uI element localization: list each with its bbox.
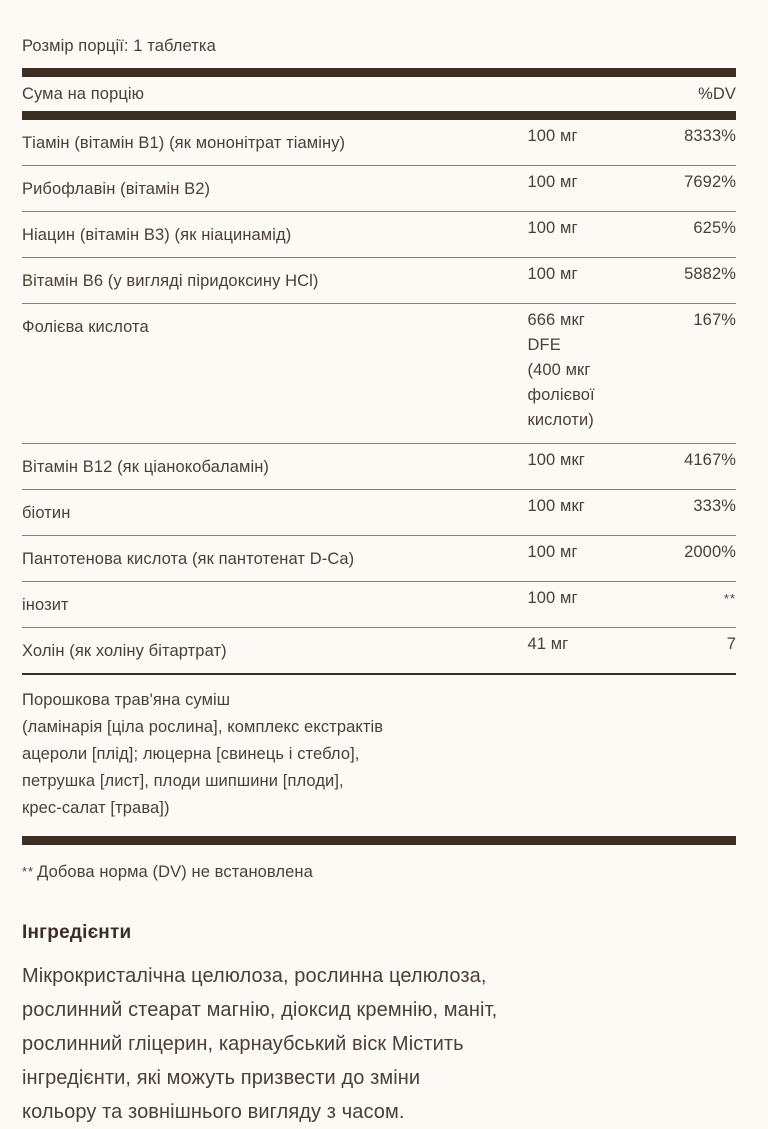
serving-size-label: Розмір порції: 1 таблетка — [22, 37, 216, 55]
dv-footnote — [22, 845, 746, 883]
nutrient-amount — [528, 536, 656, 575]
nutrient-dv: 4167% — [684, 451, 736, 469]
blend-line: крес-салат [трава]) — [22, 799, 170, 817]
nutrient-amount — [528, 444, 656, 483]
nutrient-name: Рибофлавін (вітамін B2) — [22, 180, 211, 198]
table-row — [22, 536, 736, 581]
nutrient-amount-line: кислоти) — [527, 411, 594, 429]
nutrient-amount — [528, 212, 656, 251]
nutrient-amount-line: фолієвої — [527, 386, 595, 404]
table-row — [22, 628, 736, 673]
nutrient-amount — [528, 120, 656, 159]
table-bottom-bar — [22, 836, 736, 845]
blend-line: Порошкова трав'яна суміш — [22, 691, 231, 709]
nutrient-name: Ніацин (вітамін B3) (як ніацинамід) — [22, 226, 292, 244]
nutrient-dv: 7692% — [684, 173, 736, 191]
column-header-amount-per-serving: Сума на порцію — [22, 85, 145, 103]
table-row — [22, 166, 736, 211]
nutrient-amount — [528, 166, 656, 205]
table-row — [22, 490, 736, 535]
table-row — [22, 582, 736, 627]
nutrient-name: біотин — [22, 504, 71, 522]
nutrient-amount-line: 41 мг — [527, 635, 569, 653]
herbal-blend-block — [22, 675, 736, 836]
ingredients-heading: Інгредієнти — [22, 922, 132, 943]
nutrient-name: Фолієва кислота — [22, 318, 149, 336]
nutrient-amount-line: 100 мг — [527, 589, 578, 607]
table-row — [22, 212, 736, 257]
nutrient-dv: 8333% — [684, 127, 736, 145]
ingredients-body — [22, 959, 722, 1129]
nutrient-dv: 625% — [693, 219, 736, 237]
nutrient-name: Вітамін B12 (як ціанокобаламін) — [22, 458, 270, 476]
nutrient-name: Вітамін B6 (у вигляді піридоксину HCl) — [22, 272, 319, 290]
nutrient-amount-line: 100 мг — [527, 127, 578, 145]
footnote-text: Добова норма (DV) не встановлена — [37, 863, 313, 881]
nutrient-name: Холін (як холіну бітартрат) — [22, 642, 227, 660]
blend-line: ацероли [плід]; люцерна [свинець і стебло], — [22, 745, 360, 763]
column-header-amount-spacer — [530, 77, 655, 90]
table-row — [22, 304, 736, 443]
nutrient-amount — [528, 628, 656, 667]
nutrient-dv: 2000% — [684, 543, 736, 561]
nutrient-rows — [22, 120, 746, 675]
ingredients-line: рослинний стеарат магнію, діоксид кремнію, маніт, — [22, 999, 498, 1021]
column-header-dv: %DV — [698, 85, 736, 103]
nutrient-name: Пантотенова кислота (як пантотенат D-Ca) — [22, 550, 355, 568]
nutrient-amount — [528, 582, 656, 621]
ingredients-line: рослинний гліцерин, карнаубський віск Містить — [22, 1033, 464, 1055]
nutrient-amount-line: 100 мг — [527, 265, 578, 283]
nutrient-amount-line: 100 мкг — [527, 497, 585, 515]
nutrient-dv: 5882% — [684, 265, 736, 283]
nutrient-name: Тіамін (вітамін B1) (як мононітрат тіаміну) — [22, 134, 346, 152]
table-header-row — [22, 77, 736, 111]
table-row — [22, 444, 736, 489]
nutrient-amount-line: 100 мг — [527, 543, 578, 561]
table-row — [22, 258, 736, 303]
nutrient-amount-line: 100 мг — [527, 219, 578, 237]
nutrient-amount — [528, 490, 656, 529]
nutrient-amount-line: 100 мг — [527, 173, 578, 191]
nutrient-dv: 167% — [693, 311, 736, 329]
nutrient-amount — [528, 304, 656, 443]
table-header-bottom-bar — [22, 111, 736, 120]
footnote-marker: ** — [22, 864, 35, 879]
nutrient-amount — [528, 258, 656, 297]
nutrient-dv: ** — [723, 591, 736, 606]
nutrient-amount-line: 100 мкг — [527, 451, 585, 469]
nutrient-name: інозит — [22, 596, 69, 614]
blend-line: (ламінарія [ціла рослина], комплекс екстрактів — [22, 718, 384, 736]
nutrient-amount-line: DFE — [527, 336, 561, 354]
ingredients-line: інгредієнти, які можуть призвести до зміни — [22, 1067, 421, 1089]
table-row — [22, 120, 736, 165]
nutrient-amount-line: 666 мкг — [527, 311, 585, 329]
nutrient-dv: 333% — [693, 497, 736, 515]
nutrient-amount-line: (400 мкг — [527, 361, 591, 379]
blend-line: петрушка [лист], плоди шипшини [плоди], — [22, 772, 344, 790]
nutrient-dv: 7 — [726, 635, 736, 653]
ingredients-line: Мікрокристалічна целюлоза, рослинна целюлоза, — [22, 965, 487, 987]
ingredients-line: кольору та зовнішнього вигляду з часом. — [22, 1101, 405, 1123]
table-top-bar — [22, 68, 736, 77]
